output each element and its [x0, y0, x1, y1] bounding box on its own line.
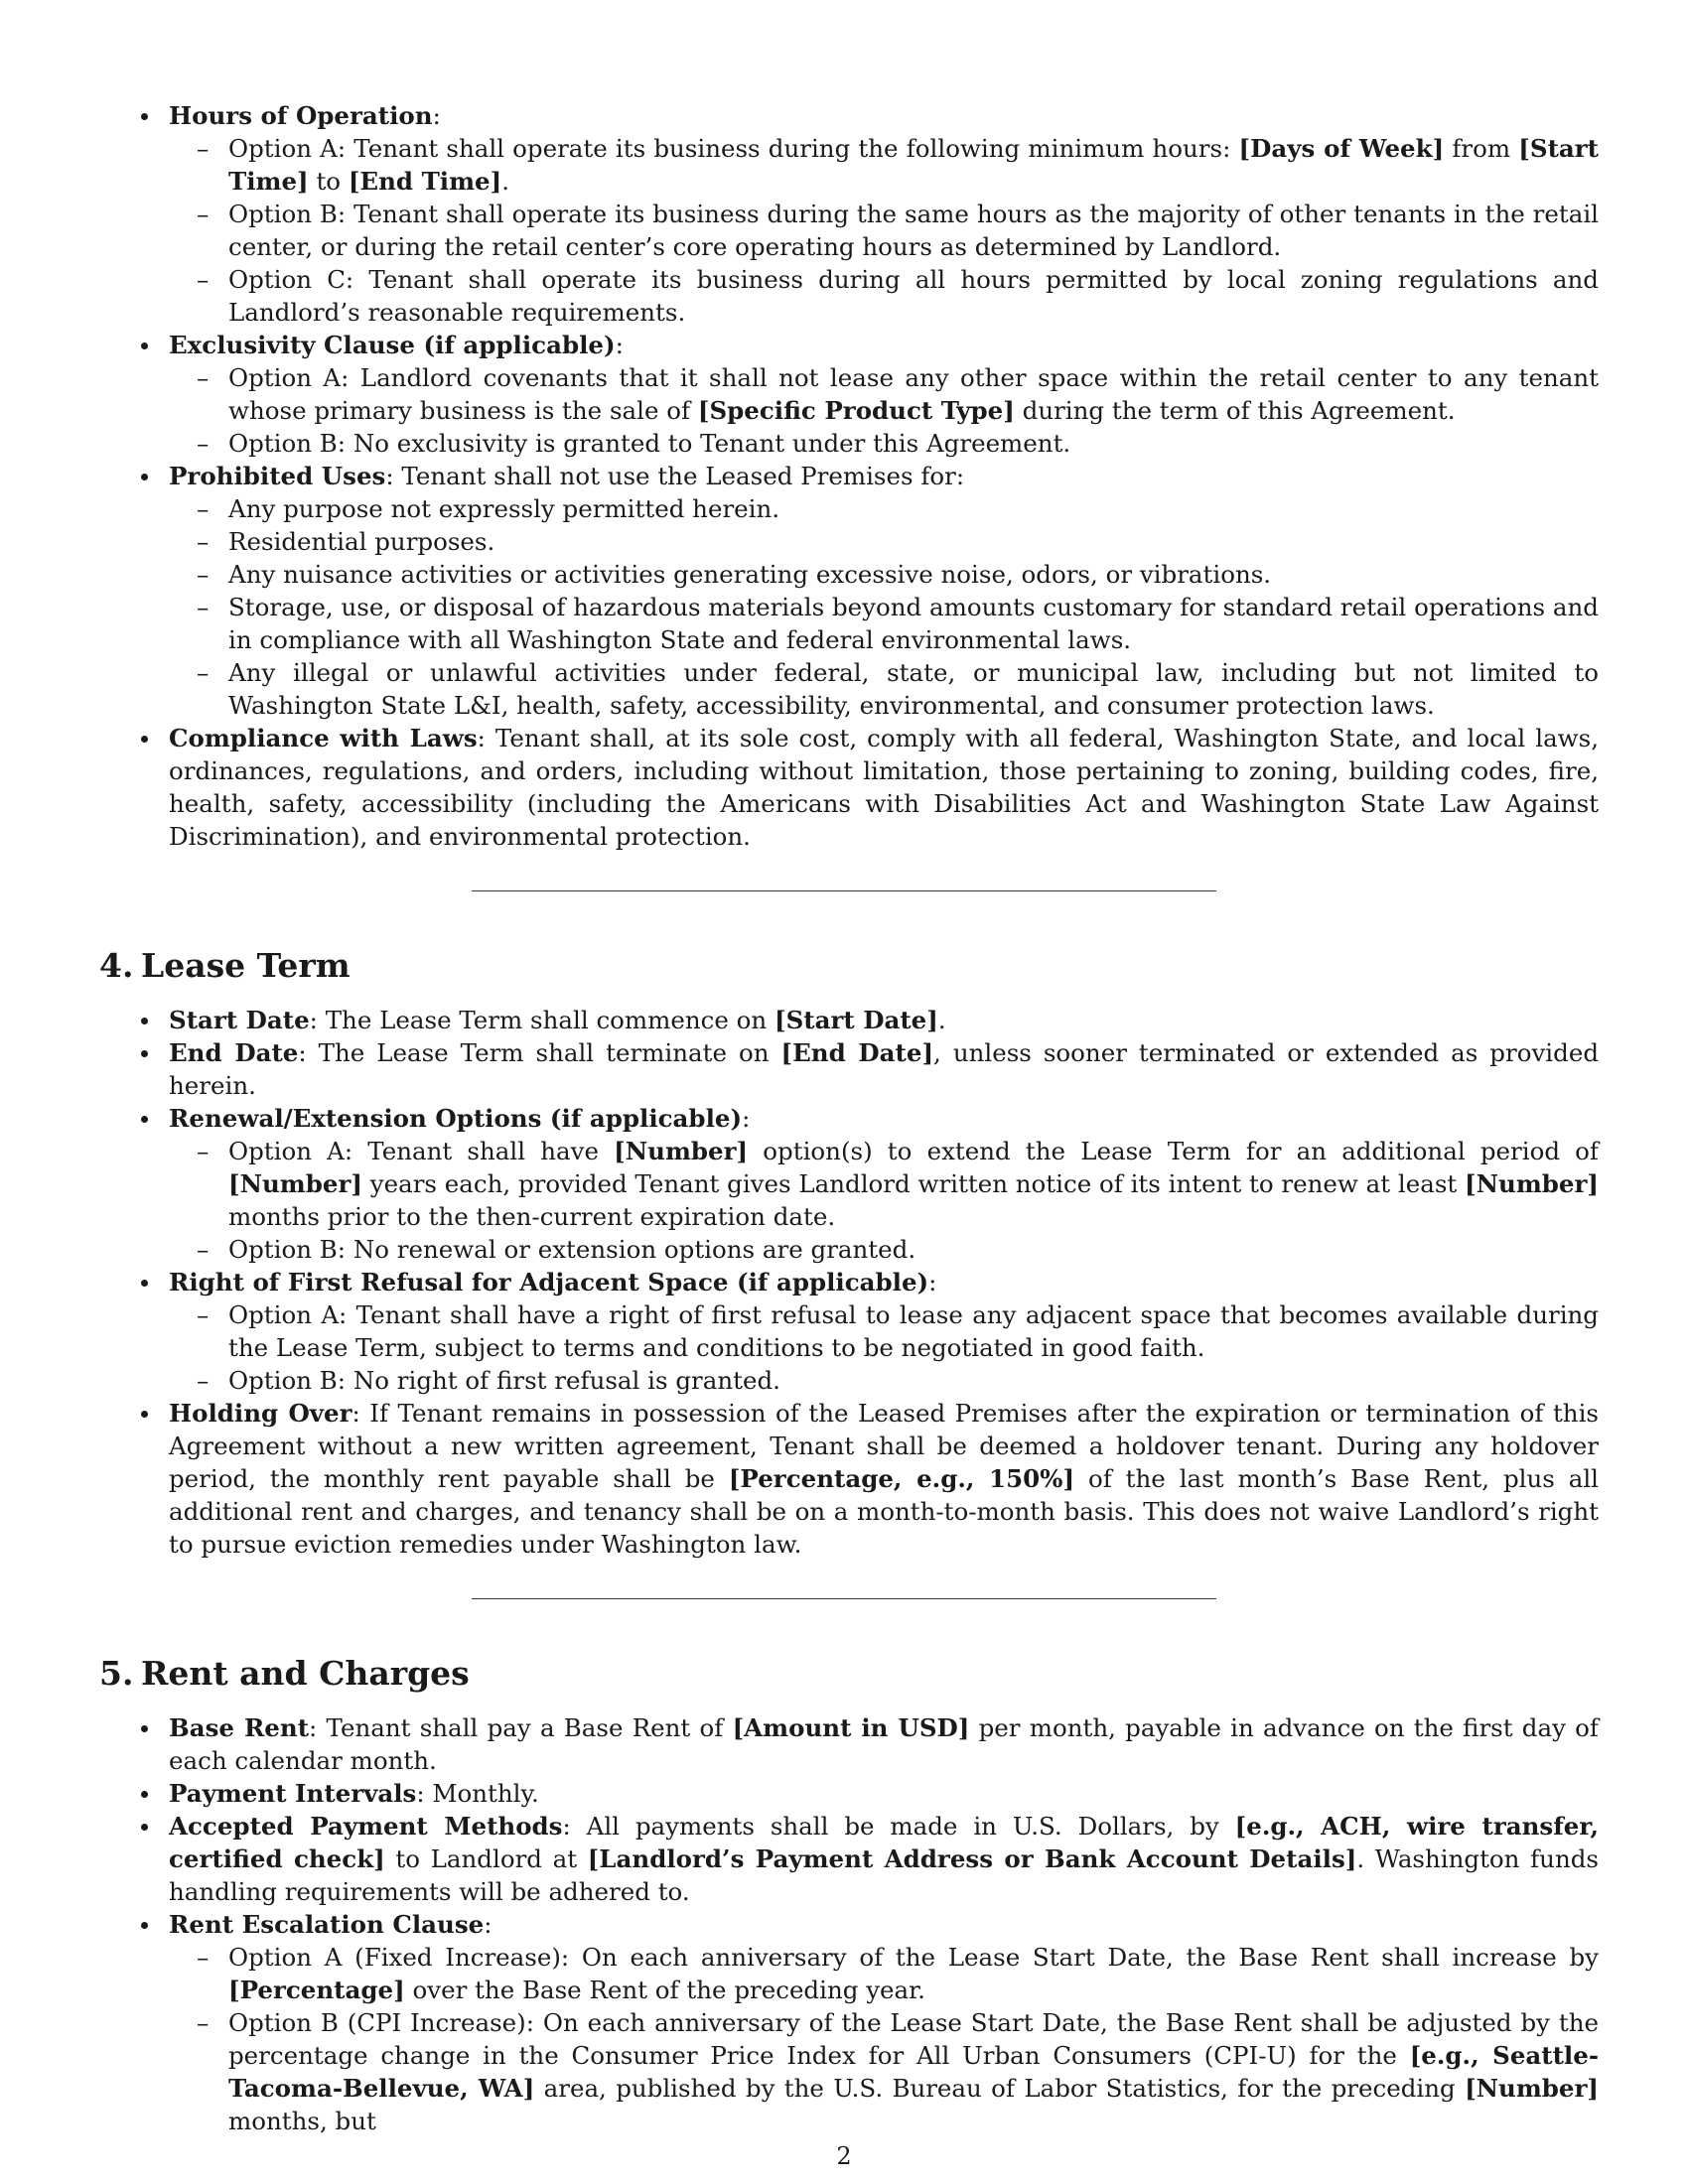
prohibited-text: : Tenant shall not use the Leased Premises for:: [385, 462, 965, 490]
clause-text: Option A: Tenant shall have a right of first refusal to lease any adjacent space that becomes available during the Lease Term, subject to terms and conditions to be negotiated in good faith.: [228, 1300, 1599, 1362]
placeholder-field: [Start Time]: [228, 134, 1599, 196]
section-5-title: Rent and Charges: [141, 1654, 470, 1693]
clause-text: Option A (Fixed Increase): On each anniversary of the Lease Start Date, the Base Rent shall increase by: [228, 1943, 1599, 1972]
clause-text: years each, provided Tenant gives Landlord written notice of its intent to renew at least: [361, 1169, 1466, 1198]
clause-text: Option A: Landlord covenants that it shall not lease any other space within the retail center to any tenant whose primary business is the sale of: [228, 363, 1599, 425]
clause-text: months, but: [228, 2107, 376, 2135]
placeholder-field: [Specific Product Type]: [697, 396, 1015, 425]
clause-text: to: [308, 167, 349, 196]
use-provisions-list: [99, 99, 1599, 853]
prohibited-use-3: – Any nuisance activities or activities generating excessive noise, odors, or vibrations.: [99, 558, 1599, 591]
clause-text: Option C: Tenant shall operate its business during all hours permitted by local zoning regulations and Landlord’s reasonable requirements.: [228, 265, 1599, 327]
compliance-text: : Tenant shall, at its sole cost, comply with all federal, Washington State, and local laws, ordinances, regulations, and orders, including without limitation, those pertaining to zoning, building codes, fire, health, safety, accessibility (including the Americans with Disabilities Act and Washington State Law Against Discrimination), and environmental protection.: [169, 724, 1600, 851]
section-4-title: Lease Term: [141, 946, 351, 985]
right-of-first-refusal-item: Right of First Refusal for Adjacent Space (if applicable):: [99, 1266, 1599, 1298]
clause-text: Option A: Tenant shall have: [228, 1137, 615, 1165]
section-divider-2: [99, 1561, 1599, 1638]
prohibited-label: Prohibited Uses: [169, 462, 386, 490]
exclusivity-label: Exclusivity Clause (if applicable): [169, 331, 616, 359]
hours-option-c: [99, 263, 1599, 329]
renewal-option-b: [99, 1233, 1599, 1266]
exclusivity-option-b: [99, 427, 1599, 460]
placeholder-field: [Number]: [1465, 2074, 1600, 2103]
clause-text: Option B: No right of first refusal is granted.: [228, 1366, 780, 1395]
hours-of-operation-item: Hours of Operation:: [99, 99, 1599, 132]
clause-text: Option B: Tenant shall operate its business during the same hours as the majority of other tenants in the retail center, or during the retail center’s core operating hours as determined by Landlord.: [228, 200, 1599, 261]
section-4-heading: [99, 930, 1599, 1004]
page-number: 2: [836, 2142, 852, 2170]
page-content: [99, 99, 1599, 2137]
horizontal-rule: [472, 890, 1216, 891]
end-date-item: End Date: The Lease Term shall terminate on [End Date], unless sooner terminated or extended as provided herein.: [99, 1036, 1599, 1102]
payment-intervals-item: Payment Intervals: Monthly.: [99, 1777, 1599, 1810]
placeholder-field: [e.g., Seattle-Tacoma-Bellevue, WA]: [228, 2041, 1599, 2103]
renewal-option-a: [99, 1135, 1599, 1233]
placeholder-field: [Number]: [228, 1169, 362, 1198]
clause-text: Option B: No exclusivity is granted to Tenant under this Agreement.: [228, 429, 1071, 458]
prohibited-use-5: – Any illegal or unlawful activities under federal, state, or municipal law, including but not limited to Washington State L&I, health, safety, accessibility, environmental, and consumer protection laws.: [99, 656, 1599, 722]
clause-text: over the Base Rent of the preceding year.: [404, 1976, 925, 2004]
exclusivity-item: Exclusivity Clause (if applicable):: [99, 329, 1599, 361]
renewal-options-item: Renewal/Extension Options (if applicable):: [99, 1102, 1599, 1135]
section-5-heading: [99, 1638, 1599, 1711]
placeholder-field: [Number]: [1465, 1169, 1599, 1198]
section-5-number: 5.: [99, 1654, 134, 1693]
prohibited-use-2: – Residential purposes.: [99, 525, 1599, 558]
compliance-label: Compliance with Laws: [169, 724, 478, 752]
hours-label: Hours of Operation: [169, 101, 433, 130]
hours-option-a: [99, 132, 1599, 198]
placeholder-field: [Number]: [614, 1137, 749, 1165]
clause-text: Option A: Tenant shall operate its business during the following minimum hours:: [228, 134, 1239, 163]
holding-over-item: Holding Over: If Tenant remains in possession of the Leased Premises after the expiration or termination of this Agreement without a new written agreement, Tenant shall be deemed a holdover tenant. During any holdover period, the monthly rent payable shall be [Percentage, e.g., 150%] of the last month’s Base Rent, plus all additional rent and charges, and tenancy shall be on a month-to-month basis. This does not waive Landlord’s right to pursue eviction remedies under Washington law.: [99, 1397, 1599, 1561]
placeholder-field: [Days of Week]: [1238, 134, 1445, 163]
prohibited-use-1: – Any purpose not expressly permitted herein.: [99, 492, 1599, 525]
lease-term-list: [99, 1004, 1599, 1561]
base-rent-item: Base Rent: Tenant shall pay a Base Rent of [Amount in USD] per month, payable in advance on the first day of each calendar month.: [99, 1711, 1599, 1777]
section-4-number: 4.: [99, 946, 134, 985]
rofr-option-a: [99, 1298, 1599, 1364]
exclusivity-option-a: [99, 361, 1599, 427]
clause-text: Option B (CPI Increase): On each anniversary of the Lease Start Date, the Base Rent shall be adjusted by the percentage change in the Consumer Price Index for All Urban Consumers (CPI-U) for the: [228, 2008, 1599, 2070]
prohibited-uses-item: [99, 460, 1599, 492]
rent-escalation-item: Rent Escalation Clause:: [99, 1908, 1599, 1941]
escalation-option-b: [99, 2006, 1599, 2137]
rofr-option-b: [99, 1364, 1599, 1397]
clause-text: months prior to the then-current expiration date.: [228, 1202, 836, 1231]
rent-charges-list: [99, 1711, 1599, 2137]
placeholder-field: [Percentage]: [228, 1976, 405, 2004]
horizontal-rule: [472, 1598, 1216, 1599]
payment-methods-item: Accepted Payment Methods: All payments shall be made in U.S. Dollars, by [e.g., ACH, wire transfer, certified check] to Landlord at [Landlord’s Payment Address or Bank Account Details]. Washington funds handling requirements will be adhered to.: [99, 1810, 1599, 1908]
section-divider-1: [99, 853, 1599, 930]
clause-text: area, published by the U.S. Bureau of Labor Statistics, for the preceding: [534, 2074, 1466, 2103]
prohibited-use-4: – Storage, use, or disposal of hazardous materials beyond amounts customary for standard retail operations and in compliance with all Washington State and federal environmental laws.: [99, 591, 1599, 656]
clause-text: during the term of this Agreement.: [1014, 396, 1456, 425]
placeholder-field: [End Time]: [348, 167, 502, 196]
compliance-item: [99, 722, 1599, 853]
clause-text: .: [501, 167, 510, 196]
clause-text: Option B: No renewal or extension options are granted.: [228, 1235, 916, 1264]
start-date-item: Start Date: The Lease Term shall commence on [Start Date].: [99, 1004, 1599, 1036]
clause-text: from: [1444, 134, 1519, 163]
hours-option-b: [99, 198, 1599, 263]
clause-text: option(s) to extend the Lease Term for an additional period of: [748, 1137, 1600, 1165]
escalation-option-a: [99, 1941, 1599, 2006]
